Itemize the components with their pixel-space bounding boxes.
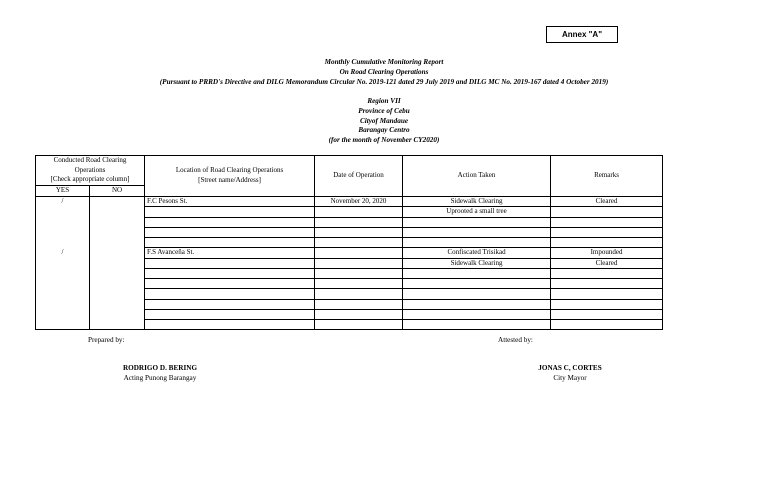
cell-action: [403, 217, 551, 227]
cell-date: [315, 320, 403, 330]
cell-yes: [36, 309, 90, 319]
cell-date: [315, 299, 403, 309]
cell-no: [90, 279, 145, 289]
cell-date: [315, 258, 403, 269]
cell-location: [145, 207, 315, 218]
cell-action: [403, 309, 551, 319]
cell-location: [145, 320, 315, 330]
cell-yes: [36, 269, 90, 279]
header-remarks: Remarks: [551, 156, 663, 197]
attested-by-label: Attested by:: [498, 336, 533, 344]
cell-no: [90, 207, 145, 218]
cell-location: [145, 269, 315, 279]
cell-location: [145, 309, 315, 319]
cell-yes: /: [36, 248, 90, 259]
cell-yes: [36, 289, 90, 299]
table-row: [36, 289, 663, 299]
prepared-by-label: Prepared by:: [88, 336, 125, 344]
report-title-block: [0, 58, 768, 87]
cell-action: Uprooted a small tree: [403, 207, 551, 218]
preparer-name: RODRIGO D. BERING: [122, 364, 198, 372]
cell-remarks: [551, 227, 663, 237]
report-title: Monthly Cumulative Monitoring Report: [324, 58, 444, 66]
cell-yes: [36, 217, 90, 227]
header-location: Location of Road Clearing Operations [Street name/Address]: [145, 156, 315, 197]
cell-yes: [36, 279, 90, 289]
cell-location: [145, 258, 315, 269]
cell-yes: [36, 237, 90, 247]
cell-action: [403, 227, 551, 237]
cell-date: [315, 227, 403, 237]
cell-date: [315, 269, 403, 279]
cell-location: [145, 237, 315, 247]
preparer-signature-block: [90, 364, 230, 383]
cell-date: [315, 309, 403, 319]
table-row: [36, 217, 663, 227]
cell-yes: [36, 299, 90, 309]
cell-yes: [36, 207, 90, 218]
cell-remarks: [551, 207, 663, 218]
table-row: [36, 299, 663, 309]
cell-remarks: [551, 237, 663, 247]
cell-location: [145, 227, 315, 237]
cell-remarks: [551, 309, 663, 319]
table-row: [36, 237, 663, 247]
cell-action: [403, 237, 551, 247]
cell-remarks: [551, 299, 663, 309]
table-row: [36, 227, 663, 237]
cell-date: [315, 289, 403, 299]
cell-date: November 20, 2020: [315, 196, 403, 207]
cell-no: [90, 320, 145, 330]
region: Region VII: [367, 97, 401, 105]
cell-remarks: Cleared: [551, 258, 663, 269]
province: Province of Cebu: [358, 106, 410, 115]
cell-remarks: [551, 289, 663, 299]
cell-action: [403, 299, 551, 309]
cell-no: [90, 258, 145, 269]
location-block: [0, 97, 768, 146]
cell-location: [145, 279, 315, 289]
cell-remarks: Cleared: [551, 196, 663, 207]
cell-no: [90, 248, 145, 259]
cell-location: F.S Avanceña St.: [145, 248, 315, 259]
table-row: [36, 248, 663, 259]
cell-no: [90, 269, 145, 279]
table-row: [36, 309, 663, 319]
cell-remarks: [551, 320, 663, 330]
cell-date: [315, 237, 403, 247]
cell-yes: [36, 258, 90, 269]
barangay: Barangay Centro: [358, 126, 410, 135]
cell-location: [145, 299, 315, 309]
table-row: [36, 269, 663, 279]
cell-action: Confiscated Trisikad: [403, 248, 551, 259]
header-conducted: Conducted Road Clearing Operations [Check appropriate column]: [36, 156, 145, 186]
annex-label: Annex "A": [546, 26, 618, 43]
cell-date: [315, 248, 403, 259]
cell-date: [315, 207, 403, 218]
table-row: [36, 258, 663, 269]
city: Cityof Mandaue: [359, 116, 409, 125]
cell-action: Sidewalk Clearing: [403, 196, 551, 207]
cell-no: [90, 309, 145, 319]
table-row: [36, 207, 663, 218]
table-body: [36, 196, 663, 330]
cell-yes: [36, 320, 90, 330]
cell-action: [403, 269, 551, 279]
cell-remarks: [551, 217, 663, 227]
table-row: [36, 196, 663, 207]
cell-no: [90, 237, 145, 247]
cell-remarks: [551, 279, 663, 289]
cell-action: [403, 289, 551, 299]
cell-date: [315, 217, 403, 227]
cell-location: F.C Pesons St.: [145, 196, 315, 207]
monitoring-table: [35, 155, 663, 330]
header-yes: YES: [36, 186, 90, 197]
attester-signature-block: [510, 364, 630, 383]
cell-no: [90, 299, 145, 309]
cell-remarks: [551, 269, 663, 279]
cell-action: Sidewalk Clearing: [403, 258, 551, 269]
table-row: [36, 320, 663, 330]
cell-action: [403, 279, 551, 289]
cell-location: [145, 289, 315, 299]
attester-name: JONAS C, CORTES: [538, 364, 602, 372]
cell-location: [145, 217, 315, 227]
header-action: Action Taken: [403, 156, 551, 197]
cell-date: [315, 279, 403, 289]
period: (for the month of November CY2020): [328, 136, 440, 145]
cell-remarks: Impounded: [551, 248, 663, 259]
cell-no: [90, 196, 145, 207]
cell-no: [90, 227, 145, 237]
cell-yes: [36, 227, 90, 237]
report-subtitle: On Road Clearing Operations: [339, 67, 429, 76]
cell-no: [90, 289, 145, 299]
header-no: NO: [90, 186, 145, 197]
preparer-title: Acting Punong Barangay: [123, 373, 197, 382]
report-basis: (Pursuant to PRRD's Directive and DILG Memorandum Circular No. 2019-121 dated 29 July 2019 and DILG MC No. 2019-167 dated 4 October 2019): [159, 77, 609, 86]
cell-no: [90, 217, 145, 227]
table-row: [36, 279, 663, 289]
header-date: Date of Operation: [315, 156, 403, 197]
attester-title: City Mayor: [553, 373, 587, 382]
cell-yes: /: [36, 196, 90, 207]
cell-action: [403, 320, 551, 330]
